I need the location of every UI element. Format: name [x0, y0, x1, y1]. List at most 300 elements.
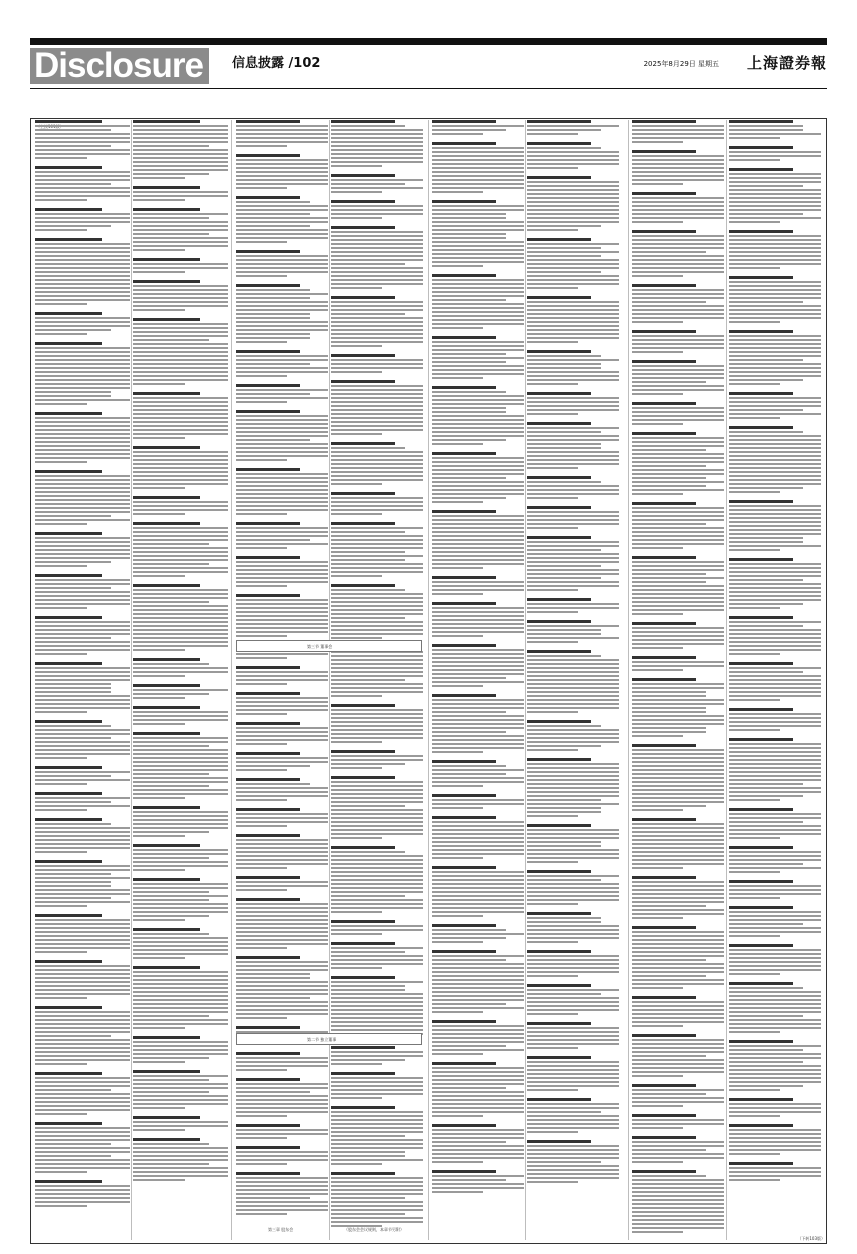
text-line — [527, 267, 619, 269]
text-line — [236, 603, 328, 605]
paragraph-block — [236, 196, 328, 243]
text-line — [729, 213, 803, 215]
text-line — [729, 317, 821, 319]
text-line — [35, 363, 130, 365]
text-line — [236, 947, 287, 949]
text-line — [35, 947, 130, 949]
text-line — [331, 1093, 423, 1095]
text-line — [331, 933, 382, 935]
text-line — [236, 903, 328, 905]
text-line — [133, 649, 185, 651]
text-line — [236, 435, 328, 437]
text-line — [527, 313, 619, 315]
text-line — [729, 129, 803, 131]
text-line — [35, 199, 87, 201]
text-line — [527, 1153, 619, 1155]
text-line — [236, 1061, 328, 1063]
text-line — [432, 871, 524, 873]
text-line — [236, 787, 328, 789]
text-line — [35, 325, 130, 327]
paragraph-block — [432, 794, 524, 809]
text-line — [331, 309, 423, 311]
text-line — [35, 797, 130, 799]
paragraph-block — [632, 744, 724, 811]
text-line — [331, 691, 423, 693]
text-line — [236, 769, 287, 771]
text-line — [35, 1023, 130, 1025]
text-line — [133, 991, 228, 993]
text-line — [331, 483, 382, 485]
text-line — [35, 403, 87, 405]
text-line — [729, 513, 821, 515]
text-line — [432, 589, 524, 591]
text-line — [632, 931, 724, 933]
paragraph-block — [527, 142, 619, 169]
text-line — [527, 795, 619, 797]
paragraph-heading-line — [331, 120, 395, 123]
text-line — [35, 1063, 87, 1065]
text-line — [133, 285, 228, 287]
text-line — [35, 1059, 130, 1061]
text-line — [35, 831, 130, 833]
text-line — [331, 1213, 405, 1215]
text-line — [133, 347, 228, 349]
text-line — [35, 191, 130, 193]
text-line — [35, 537, 130, 539]
text-line — [331, 597, 423, 599]
text-line — [133, 675, 185, 677]
text-line — [35, 667, 130, 669]
paragraph-heading-line — [35, 860, 102, 863]
text-line — [632, 773, 724, 775]
paragraph-block — [432, 1020, 524, 1055]
text-line — [236, 847, 328, 849]
text-line — [35, 629, 130, 631]
text-line — [432, 501, 483, 503]
text-line — [432, 821, 524, 823]
text-line — [632, 531, 724, 533]
text-line — [35, 1035, 111, 1037]
text-line — [729, 335, 821, 337]
text-line — [35, 171, 130, 173]
paragraph-heading-line — [527, 758, 591, 761]
text-line — [35, 703, 130, 705]
paragraph-heading-line — [432, 1020, 496, 1023]
text-line — [632, 757, 724, 759]
text-line — [632, 569, 724, 571]
text-line — [331, 1013, 423, 1015]
text-line — [236, 679, 328, 681]
text-line — [527, 687, 619, 689]
text-line — [432, 531, 524, 533]
text-line — [527, 629, 601, 631]
text-line — [729, 1045, 821, 1047]
text-line — [527, 711, 578, 713]
text-line — [729, 125, 803, 127]
text-line — [35, 687, 111, 689]
paragraph-block — [432, 816, 524, 859]
text-line — [729, 579, 803, 581]
text-line — [632, 823, 724, 825]
text-line — [432, 357, 524, 359]
text-line — [527, 1035, 619, 1037]
text-line — [632, 481, 724, 483]
text-line — [527, 849, 619, 851]
text-line — [331, 1197, 405, 1199]
text-line — [236, 889, 287, 891]
text-line — [527, 397, 619, 399]
text-line — [527, 519, 619, 521]
text-line — [35, 595, 130, 597]
text-line — [133, 663, 209, 665]
paragraph-heading-line — [236, 154, 300, 157]
text-line — [729, 413, 821, 415]
text-line — [331, 855, 423, 857]
text-line — [35, 417, 130, 419]
text-line — [527, 401, 619, 403]
text-line — [729, 935, 780, 937]
paragraph-heading-line — [729, 1162, 793, 1165]
paragraph-heading-line — [632, 120, 696, 123]
text-line — [432, 179, 524, 181]
text-line — [331, 425, 423, 427]
text-line — [527, 667, 619, 669]
text-line — [133, 145, 209, 147]
text-column-7 — [632, 120, 724, 1240]
text-line — [632, 171, 724, 173]
text-line — [331, 663, 423, 665]
text-line — [236, 301, 328, 303]
text-line — [432, 1175, 524, 1177]
paragraph-block — [133, 258, 228, 273]
text-line — [527, 341, 578, 343]
text-line — [236, 839, 328, 841]
paragraph-block — [133, 280, 228, 311]
text-line — [331, 345, 382, 347]
text-line — [133, 267, 228, 269]
text-line — [432, 1075, 524, 1077]
paragraph-block — [527, 422, 619, 469]
text-line — [432, 1011, 483, 1013]
text-line — [331, 385, 423, 387]
text-line — [432, 229, 524, 231]
paragraph-heading-line — [527, 984, 591, 987]
text-line — [729, 1167, 821, 1169]
text-line — [236, 851, 328, 853]
text-line — [236, 985, 328, 987]
paragraph-block — [35, 662, 130, 713]
text-line — [527, 185, 619, 187]
text-line — [432, 551, 524, 553]
text-line — [632, 1187, 724, 1189]
paragraph-block — [527, 1140, 619, 1183]
text-line — [35, 729, 130, 731]
newspaper-brand: 上海證券報 — [746, 54, 827, 72]
text-line — [133, 331, 228, 333]
text-line — [133, 1049, 228, 1051]
paragraph-block — [35, 470, 130, 525]
text-line — [432, 849, 524, 851]
text-line — [35, 255, 130, 257]
paragraph-block — [432, 924, 524, 943]
paragraph-heading-line — [35, 312, 102, 315]
text-line — [133, 1027, 185, 1029]
text-line — [632, 661, 724, 663]
text-line — [632, 1219, 724, 1221]
text-line — [632, 699, 724, 701]
text-line — [729, 759, 821, 761]
text-line — [432, 631, 524, 633]
paragraph-block — [331, 776, 423, 839]
text-line — [236, 619, 328, 621]
paragraph-block — [729, 392, 821, 419]
paragraph-heading-line — [527, 176, 591, 179]
text-line — [236, 125, 328, 127]
text-line — [35, 1047, 130, 1049]
paragraph-heading-line — [432, 576, 496, 579]
text-line — [236, 535, 328, 537]
text-line — [331, 1127, 423, 1129]
text-line — [133, 819, 228, 821]
text-line — [331, 217, 382, 219]
text-line — [331, 767, 382, 769]
text-line — [527, 569, 619, 571]
text-line — [35, 625, 130, 627]
text-line — [729, 1053, 821, 1055]
text-line — [331, 989, 405, 991]
paragraph-block — [331, 200, 423, 219]
text-line — [236, 1185, 328, 1187]
text-line — [331, 895, 405, 897]
paragraph-heading-line — [133, 928, 200, 931]
text-line — [35, 499, 130, 501]
text-line — [632, 939, 724, 941]
text-line — [729, 787, 821, 789]
paragraph-heading-line — [133, 658, 200, 661]
text-line — [527, 263, 619, 265]
text-line — [432, 419, 524, 421]
text-line — [729, 375, 821, 377]
text-line — [133, 547, 228, 549]
paragraph-block — [331, 646, 423, 697]
paragraph-block — [35, 766, 130, 785]
text-line — [527, 193, 619, 195]
text-line — [35, 523, 87, 525]
text-line — [35, 1189, 130, 1191]
paragraph-heading-line — [632, 284, 696, 287]
text-line — [632, 485, 706, 487]
text-line — [432, 147, 524, 149]
text-line — [632, 155, 724, 157]
paragraph-block — [35, 120, 130, 159]
text-line — [432, 799, 524, 801]
paragraph-block — [35, 532, 130, 567]
text-line — [527, 363, 601, 365]
text-line — [432, 175, 524, 177]
paragraph-heading-line — [236, 1124, 300, 1127]
text-line — [35, 299, 130, 301]
text-line — [35, 475, 130, 477]
text-line — [729, 1149, 821, 1151]
text-line — [133, 945, 228, 947]
text-line — [632, 749, 724, 751]
text-line — [331, 1155, 405, 1157]
text-line — [331, 625, 423, 627]
text-line — [729, 747, 821, 749]
paragraph-block — [236, 778, 328, 801]
text-line — [729, 583, 821, 585]
text-line — [236, 969, 328, 971]
paragraph-heading-line — [527, 120, 591, 123]
paragraph-heading-line — [527, 536, 591, 539]
text-line — [35, 919, 130, 921]
paragraph-block — [632, 284, 724, 323]
text-line — [632, 1089, 724, 1091]
paragraph-heading-line — [236, 384, 300, 387]
paragraph-heading-line — [133, 1138, 200, 1141]
text-line — [432, 883, 524, 885]
text-line — [35, 519, 130, 521]
masthead — [30, 48, 827, 84]
text-line — [35, 839, 130, 841]
text-line — [133, 1155, 228, 1157]
text-line — [35, 375, 130, 377]
paragraph-block — [236, 898, 328, 949]
text-line — [35, 1159, 130, 1161]
text-line — [632, 777, 724, 779]
text-line — [632, 197, 724, 199]
text-line — [432, 279, 524, 281]
text-line — [632, 1063, 724, 1065]
text-line — [729, 483, 821, 485]
text-line — [133, 971, 228, 973]
text-line — [432, 1095, 524, 1097]
text-line — [632, 967, 724, 969]
text-line — [729, 281, 821, 283]
text-line — [236, 965, 328, 967]
text-line — [527, 1115, 619, 1117]
text-line — [527, 275, 619, 277]
text-line — [527, 283, 619, 285]
text-line — [331, 329, 423, 331]
text-line — [236, 221, 328, 223]
paragraph-heading-line — [35, 616, 102, 619]
text-line — [432, 1103, 524, 1105]
text-line — [331, 785, 423, 787]
text-line — [729, 859, 821, 861]
text-line — [35, 425, 130, 427]
column-divider — [428, 120, 429, 1240]
text-line — [432, 361, 506, 363]
text-line — [331, 1077, 423, 1079]
text-line — [236, 1009, 328, 1011]
text-line — [236, 201, 310, 203]
text-line — [632, 519, 724, 521]
text-line — [432, 941, 483, 943]
text-line — [432, 345, 524, 347]
text-line — [432, 623, 524, 625]
text-line — [432, 661, 524, 663]
paragraph-heading-line — [35, 960, 102, 963]
text-line — [527, 279, 619, 281]
paragraph-block — [236, 384, 328, 403]
text-line — [632, 137, 724, 139]
paragraph-block — [133, 1036, 228, 1063]
text-line — [432, 369, 524, 371]
paragraph-block — [527, 1098, 619, 1133]
text-line — [331, 955, 423, 957]
text-line — [527, 527, 578, 529]
text-line — [432, 845, 524, 847]
paragraph-heading-line — [236, 350, 300, 353]
paragraph-block — [236, 722, 328, 745]
text-line — [133, 471, 228, 473]
text-line — [432, 485, 524, 487]
text-line — [236, 1091, 310, 1093]
text-line — [331, 1123, 423, 1125]
text-line — [432, 373, 524, 375]
text-line — [432, 673, 524, 675]
text-line — [432, 907, 524, 909]
text-line — [331, 405, 423, 407]
text-line — [331, 891, 423, 893]
text-line — [432, 353, 506, 355]
paragraph-heading-line — [632, 996, 696, 999]
text-line — [133, 757, 228, 759]
paragraph-block — [527, 870, 619, 905]
text-line — [331, 451, 423, 453]
text-line — [729, 687, 821, 689]
text-line — [331, 1001, 423, 1003]
paragraph-heading-line — [236, 666, 300, 669]
text-line — [133, 1107, 185, 1109]
text-line — [133, 1143, 209, 1145]
text-line — [35, 359, 130, 361]
text-line — [527, 221, 619, 223]
text-line — [236, 317, 310, 319]
text-line — [236, 585, 287, 587]
text-line — [35, 383, 130, 385]
text-line — [729, 653, 780, 655]
text-line — [35, 683, 111, 685]
text-line — [35, 889, 130, 891]
text-line — [432, 461, 524, 463]
text-line — [236, 859, 328, 861]
paragraph-block — [236, 154, 328, 189]
text-line — [35, 391, 111, 393]
text-line — [432, 1157, 524, 1159]
text-line — [632, 267, 724, 269]
text-line — [35, 939, 130, 941]
paragraph-heading-line — [133, 584, 200, 587]
text-line — [632, 535, 724, 537]
text-line — [133, 413, 228, 415]
text-line — [133, 1045, 228, 1047]
text-line — [527, 707, 619, 709]
text-line — [729, 1003, 821, 1005]
text-line — [527, 929, 619, 931]
paragraph-block — [133, 186, 228, 201]
text-line — [632, 247, 724, 249]
paragraph-block — [527, 1056, 619, 1091]
text-line — [527, 875, 619, 877]
text-line — [236, 217, 328, 219]
text-line — [331, 1059, 405, 1061]
text-line — [331, 679, 405, 681]
paragraph-heading-line — [331, 1172, 395, 1175]
paragraph-block — [236, 1052, 328, 1071]
paragraph-heading-line — [527, 1056, 591, 1059]
